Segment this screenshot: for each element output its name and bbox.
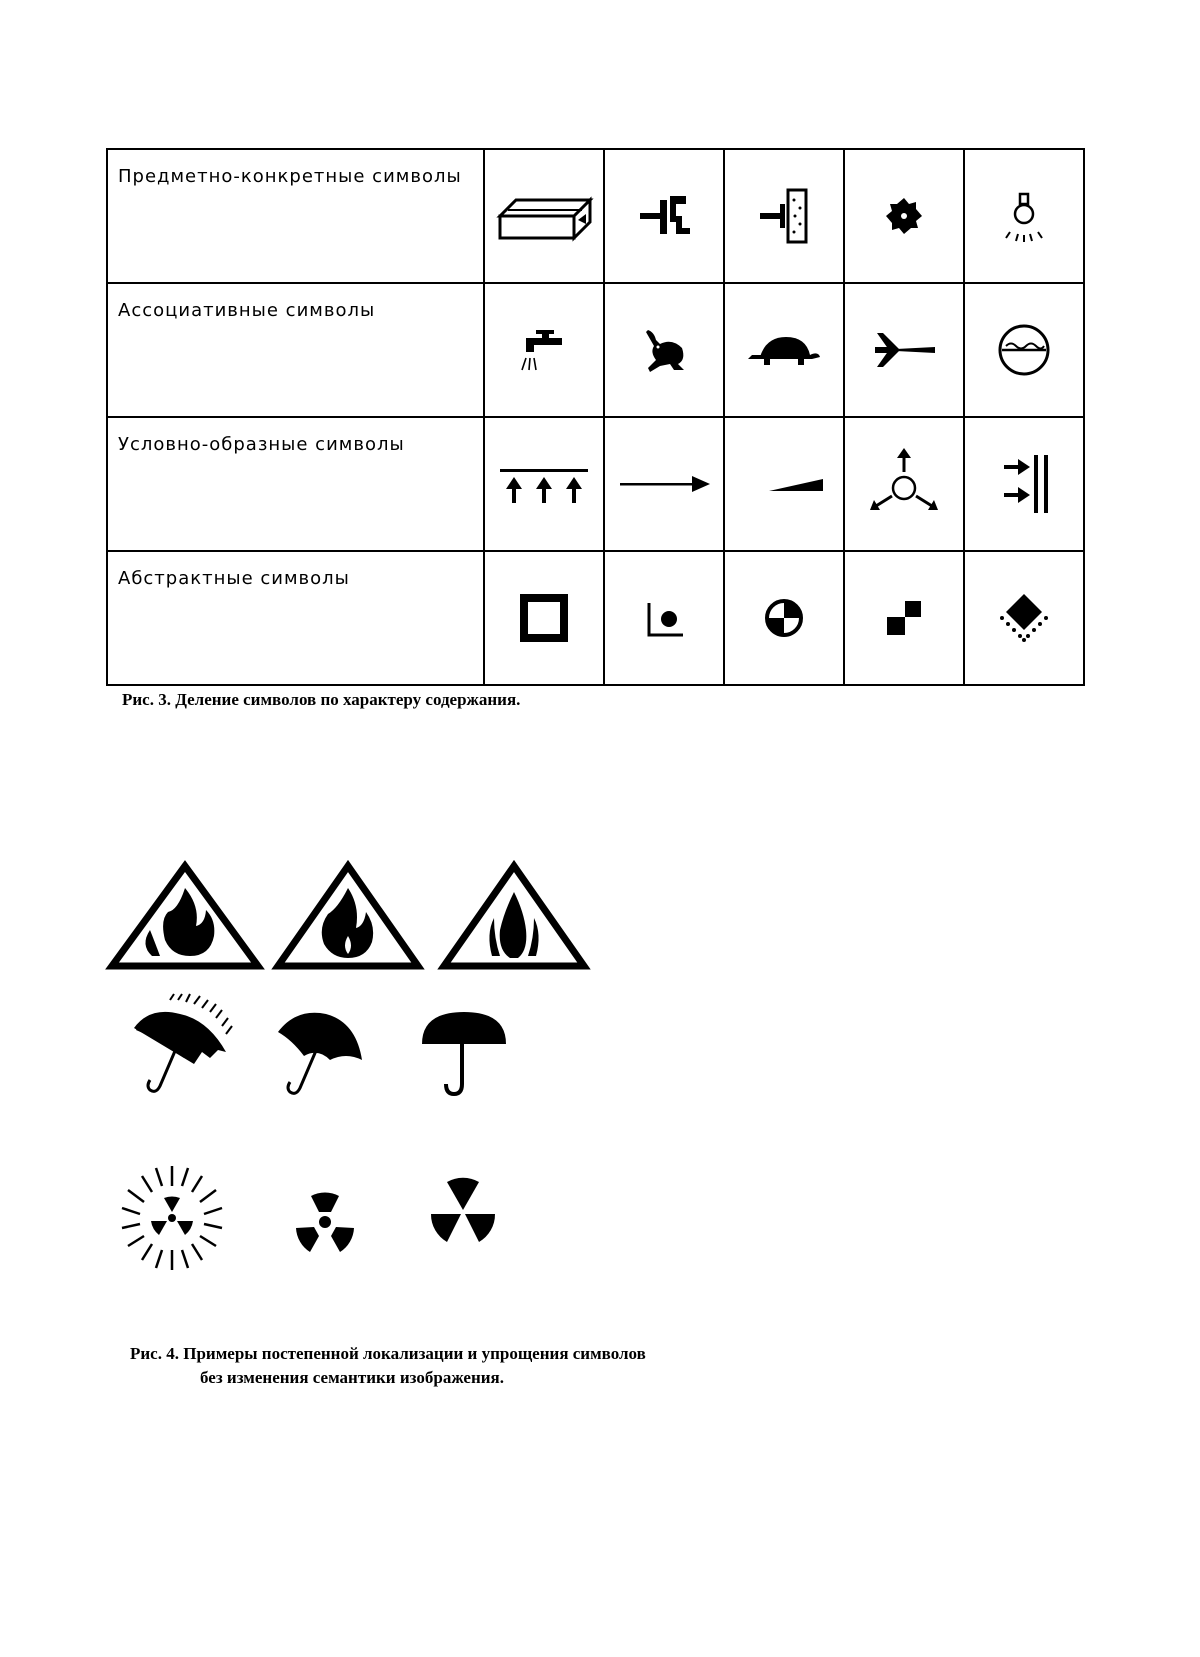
umbrella-rain-icon	[134, 994, 232, 1091]
figure-4-caption-line2: без изменения семантики изображения.	[200, 1368, 504, 1387]
radiation-simple-icon	[431, 1178, 495, 1242]
umbrella-icon	[278, 1013, 362, 1094]
row-label: Условно-образные символы	[107, 417, 484, 551]
figure-4-caption-line1: Рис. 4. Примеры постепенной локализации и упрощения символов	[130, 1344, 646, 1363]
flame-warning-2-icon	[278, 866, 418, 966]
radiation-rays-icon	[122, 1166, 222, 1270]
flame-warning-3-icon	[444, 866, 584, 966]
umbrella-simple-icon	[422, 1012, 506, 1094]
figure-4-caption	[130, 1342, 646, 1390]
row-label: Ассоциативные символы	[107, 283, 484, 417]
row-label: Абстрактные символы	[107, 551, 484, 685]
figure-3-caption: Рис. 3. Деление символов по характеру содержания.	[122, 690, 521, 709]
row-label: Предметно-конкретные символы	[107, 149, 484, 283]
radiation-icon	[296, 1193, 354, 1252]
flame-warning-1-icon	[112, 866, 258, 966]
